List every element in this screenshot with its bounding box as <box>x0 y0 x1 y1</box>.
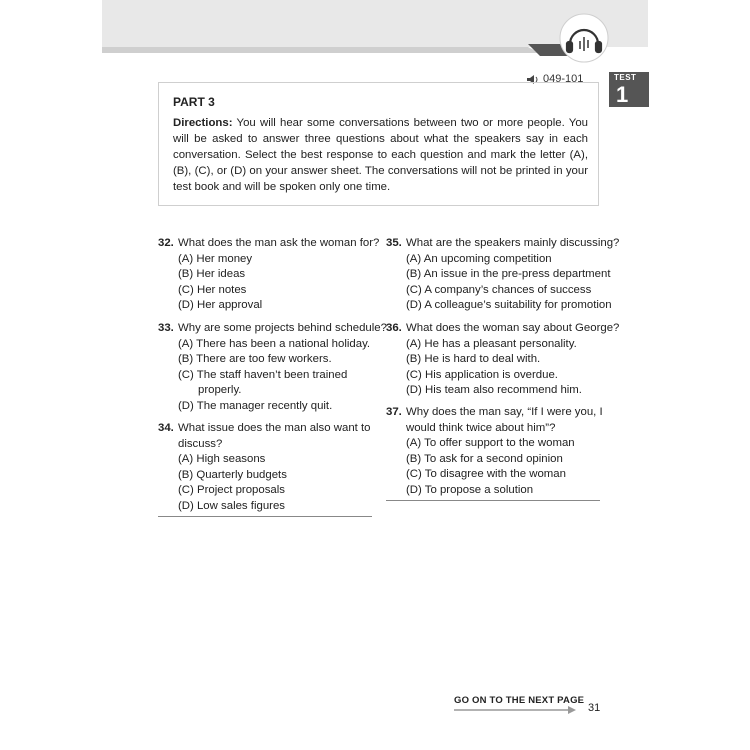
answer-option: (C) A company’s chances of success <box>406 283 592 296</box>
directions-paragraph <box>173 115 588 195</box>
page-number: 31 <box>588 702 601 714</box>
question-text-continued: would think twice about him”? <box>406 421 556 434</box>
answer-option: (A) An upcoming competition <box>406 252 552 265</box>
answer-option: (B) Quarterly budgets <box>178 468 287 481</box>
answer-option: (A) There has been a national holiday. <box>178 337 371 350</box>
answer-option: (C) Project proposals <box>178 484 285 496</box>
answer-option: (D) Her approval <box>178 299 263 311</box>
left-column-divider <box>158 516 372 517</box>
answer-option: (C) Her notes <box>178 283 247 296</box>
right-column-divider <box>386 500 600 501</box>
question-text: Why are some projects behind schedule? <box>178 322 387 334</box>
question-text: What does the woman say about George? <box>406 322 620 334</box>
test-tab <box>609 72 649 107</box>
question-33 <box>158 321 387 414</box>
question-number: 36. <box>386 322 402 334</box>
answer-option: (D) His team also recommend him. <box>406 384 582 396</box>
question-36 <box>386 321 619 399</box>
question-text: Why does the man say, “If I were you, I <box>406 406 603 418</box>
question-34 <box>158 421 370 514</box>
answer-option: (B) An issue in the pre-press department <box>406 268 611 280</box>
answer-option: (B) There are too few workers. <box>178 353 332 365</box>
answer-option: (B) Her ideas <box>178 268 246 280</box>
answer-option: (A) High seasons <box>178 453 266 465</box>
answer-option: (B) He is hard to deal with. <box>406 353 541 365</box>
answer-option: (C) His application is overdue. <box>406 368 558 381</box>
answer-option: (A) To offer support to the woman <box>406 437 575 449</box>
question-32 <box>158 236 379 314</box>
next-page-label: GO ON TO THE NEXT PAGE <box>454 695 585 706</box>
arrow-right-icon <box>454 706 578 714</box>
test-tab-number: 1 <box>616 82 629 107</box>
answer-option: (A) He has a pleasant personality. <box>406 337 577 350</box>
question-text-continued: discuss? <box>178 437 223 450</box>
audio-track-number: 049-101 <box>543 73 584 85</box>
answer-option-continued: properly. <box>198 384 242 396</box>
answer-option: (D) To propose a solution <box>406 483 534 496</box>
test-tab-label: TEST <box>614 73 637 82</box>
answer-option: (C) To disagree with the woman <box>406 468 566 480</box>
question-37 <box>386 405 603 498</box>
header-stripe-light <box>102 47 540 53</box>
question-number: 35. <box>386 237 402 249</box>
answer-option: (D) A colleague’s suitability for promotion <box>406 299 612 311</box>
directions-label: Directions: <box>173 117 233 129</box>
directions-text: You will hear some conversations between two or more people. You will be asked to answer three questions about what the speakers say in each conversation. Select the best response to each question and mark the letter (A), (B), (C), or (D) on your answer sheet. The conversations will not be printed in your test book and will be spoken only one time. <box>173 117 588 193</box>
answer-option: (A) Her money <box>178 252 253 265</box>
part-title: PART 3 <box>173 95 215 109</box>
question-35 <box>386 236 619 314</box>
question-text: What are the speakers mainly discussing? <box>406 237 620 249</box>
answer-option: (C) The staff haven’t been trained <box>178 368 348 381</box>
question-text: What issue does the man also want to <box>178 422 371 434</box>
answer-option: (D) Low sales figures <box>178 499 285 512</box>
answer-option: (D) The manager recently quit. <box>178 399 333 412</box>
question-number: 34. <box>158 422 174 434</box>
question-number: 37. <box>386 406 402 418</box>
question-number: 32. <box>158 237 174 249</box>
answer-option: (B) To ask for a second opinion <box>406 452 563 465</box>
question-text: What does the man ask the woman for? <box>178 237 380 249</box>
question-number: 33. <box>158 322 174 334</box>
